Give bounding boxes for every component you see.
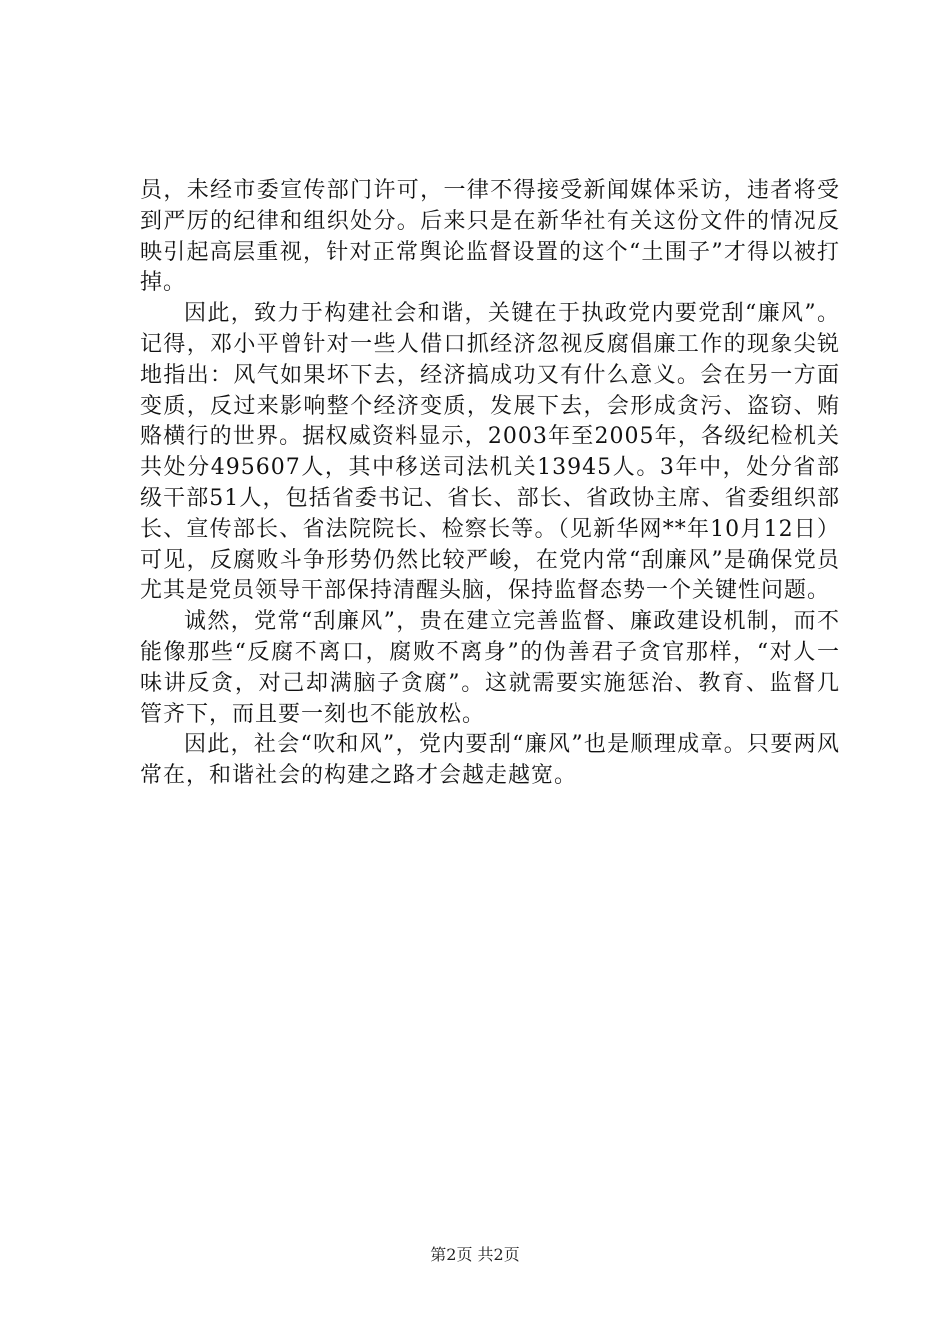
- document-body: [140, 176, 840, 792]
- page-number-footer: 第2页 共2页: [430, 1245, 520, 1264]
- paragraph-anti-corruption: 因此，致力于构建社会和谐，关键在于执政党内要党刮“廉风”。记得，邓小平曾针对一些人借口抓经济忽视反腐倡廉工作的现象尖锐地指出：风气如果坏下去，经济搞成功又有什么意义。会在另一方面变质，反过来影响整个经济变质，发展下去，会形成贪污、盗窃、贿赂横行的世界。据权威资料显示，2003年至2005年，各级纪检机关共处分495607人，其中移送司法机关13945人。3年中，处分省部级干部51人，包括省委书记、省长、部长、省政协主席、省委组织部长、宣传部长、省法院院长、检察长等。（见新华网**年10月12日）可见，反腐败斗争形势仍然比较严峻，在党内常“刮廉风”是确保党员尤其是党员领导干部保持清醒头脑，保持监督态势一个关键性问题。: [140, 301, 840, 604]
- paragraph-supervision-mechanism: 诚然，党常“刮廉风”，贵在建立完善监督、廉政建设机制，而不能像那些“反腐不离口，腐败不离身”的伪善君子贪官那样，“对人一味讲反贪，对己却满脑子贪腐”。这就需要实施惩治、教育、监督几管齐下，而且要一刻也不能放松。: [140, 609, 840, 727]
- paragraph-conclusion: 因此，社会“吹和风”，党内要刮“廉风”也是顺理成章。只要两风常在，和谐社会的构建之路才会越走越宽。: [140, 732, 840, 789]
- paragraph-continuation: 员，未经市委宣传部门许可，一律不得接受新闻媒体采访，违者将受到严厉的纪律和组织处分。后来只是在新华社有关这份文件的情况反映引起高层重视，针对正常舆论监督设置的这个“土围子”才得以被打掉。: [140, 178, 840, 296]
